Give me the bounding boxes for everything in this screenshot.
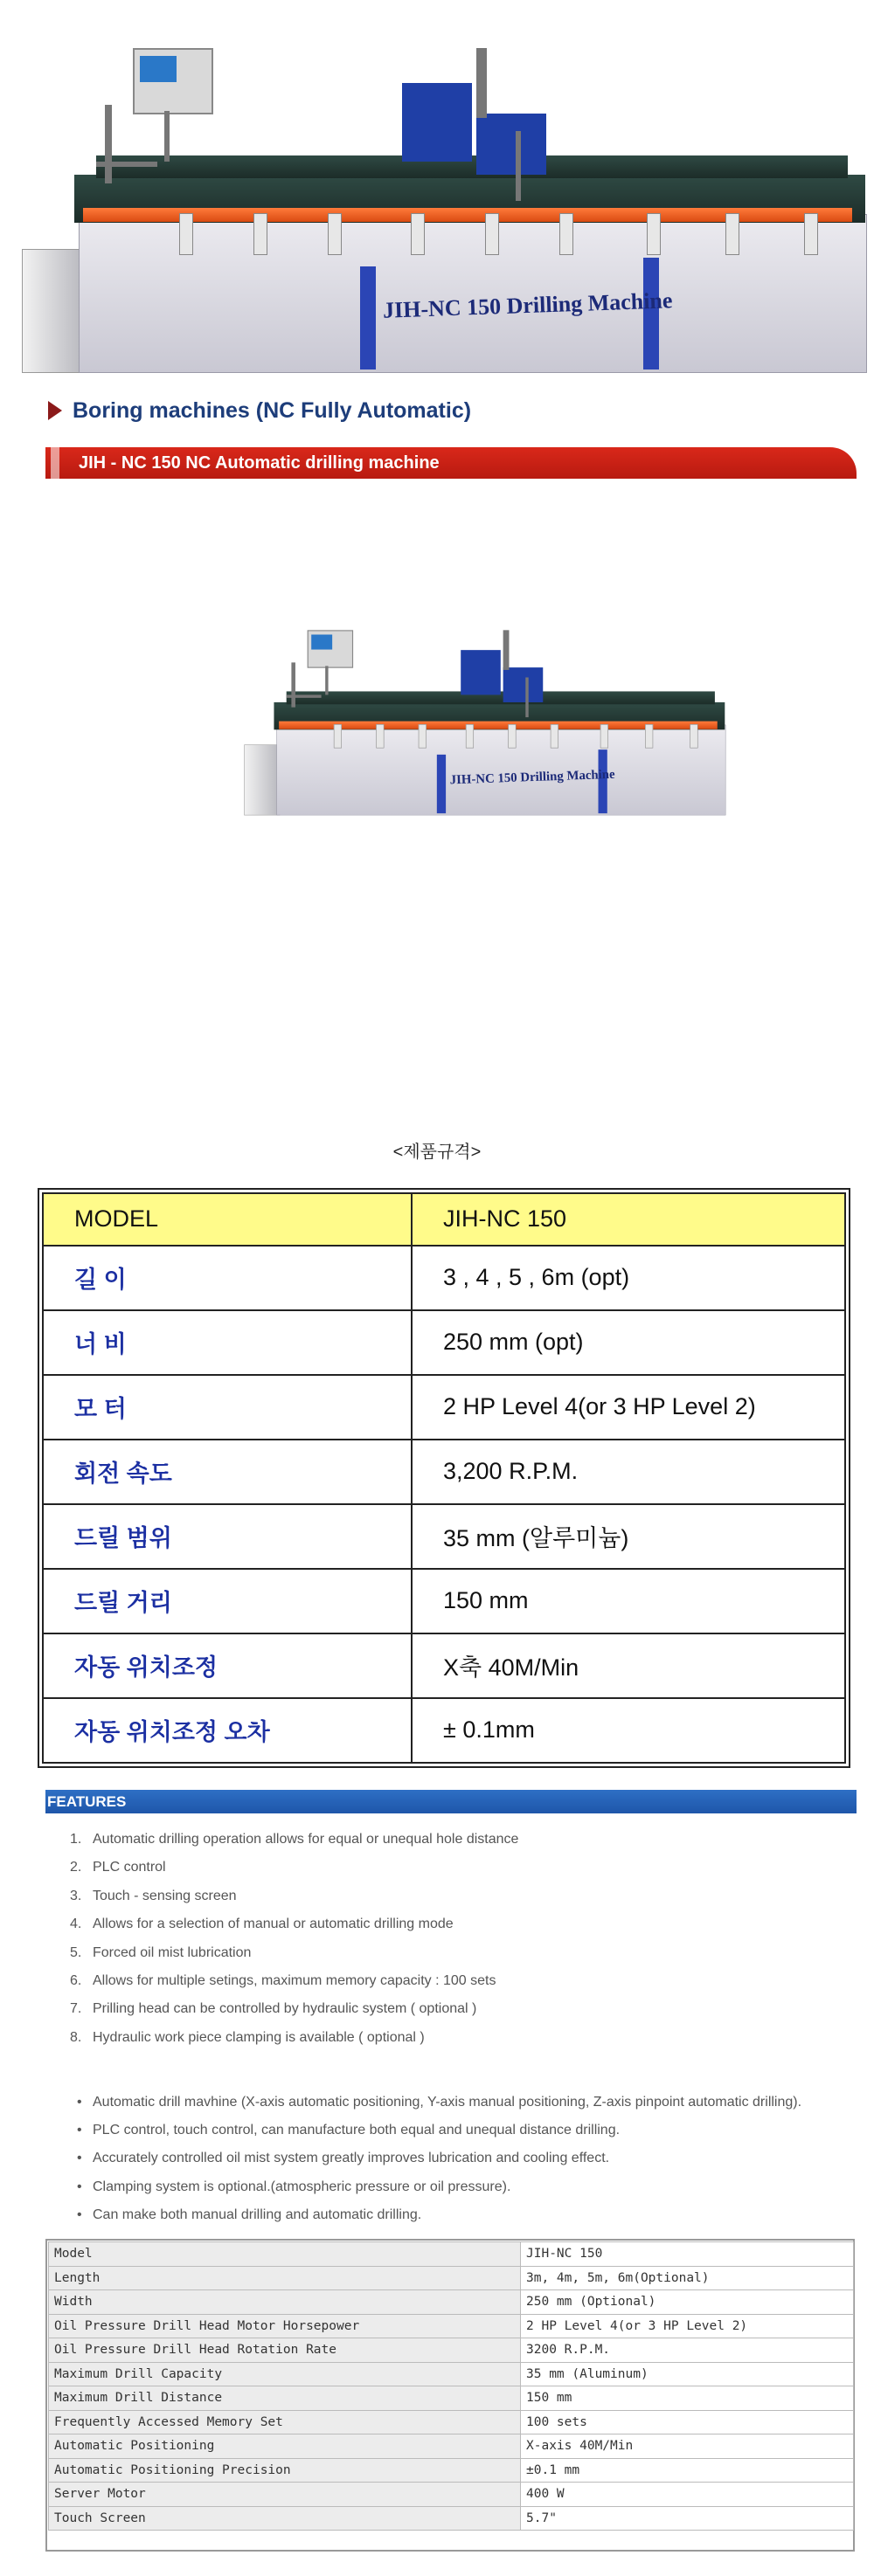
feature-bullet-item xyxy=(77,2179,510,2195)
machine-part xyxy=(325,666,328,694)
spec-value: 3 , 4 , 5 , 6m (opt) xyxy=(412,1246,845,1310)
feature-bullet-item xyxy=(77,2151,609,2166)
feature-numbered-item xyxy=(70,2030,425,2046)
machine-clamp xyxy=(647,213,661,255)
spec-label: MODEL xyxy=(43,1193,412,1246)
english-spec-row xyxy=(49,2290,854,2315)
english-spec-value: 3200 R.P.M. xyxy=(521,2338,854,2363)
feature-number: 4. xyxy=(70,1916,82,1932)
machine-part xyxy=(287,694,322,697)
machine-clamp xyxy=(328,213,342,255)
spec-label: 드릴 범위 xyxy=(43,1504,412,1569)
feature-number: 5. xyxy=(70,1944,82,1960)
machine-part xyxy=(461,650,501,694)
hero-machine-image xyxy=(0,0,874,384)
english-spec-row xyxy=(49,2386,854,2411)
machine-part xyxy=(503,630,510,670)
feature-bullet-item xyxy=(77,2123,620,2138)
bullet-dot-icon: • xyxy=(77,2151,82,2166)
machine-part xyxy=(360,266,376,369)
english-spec-label: Oil Pressure Drill Head Rotation Rate xyxy=(49,2338,521,2363)
machine-clamp xyxy=(804,213,818,255)
feature-number: 3. xyxy=(70,1888,82,1903)
machine-part xyxy=(96,155,848,178)
spec-row xyxy=(43,1193,845,1246)
spec-label: 자동 위치조정 xyxy=(43,1633,412,1698)
english-spec-value: 3m, 4m, 5m, 6m(Optional) xyxy=(521,2266,854,2290)
bullet-dot-icon: • xyxy=(77,2179,82,2194)
english-spec-row xyxy=(49,2266,854,2290)
machine-part xyxy=(105,105,112,183)
english-spec-row xyxy=(49,2338,854,2363)
machine-part xyxy=(476,48,487,118)
machine-clamp xyxy=(485,213,499,255)
feature-number: 7. xyxy=(70,2001,82,2017)
feature-numbered-item xyxy=(70,1860,166,1875)
spec-value: 150 mm xyxy=(412,1569,845,1633)
english-spec-label: Maximum Drill Distance xyxy=(49,2386,521,2411)
spec-value: JIH-NC 150 xyxy=(412,1193,845,1246)
spec-value: ± 0.1mm xyxy=(412,1698,845,1763)
product-title-text: JIH - NC 150 NC Automatic drilling machine xyxy=(79,452,440,473)
bullet-dot-icon: • xyxy=(77,2095,82,2110)
english-spec-label: Oil Pressure Drill Head Motor Horsepower xyxy=(49,2314,521,2338)
machine-clamp xyxy=(508,724,516,748)
english-spec-label: Touch Screen xyxy=(49,2506,521,2531)
spec-row xyxy=(43,1375,845,1440)
feature-text: Allows for multiple setings, maximum memory capacity : 100 sets xyxy=(93,1973,496,1988)
english-spec-value: 250 mm (Optional) xyxy=(521,2290,854,2315)
spec-row xyxy=(43,1633,845,1698)
machine-part xyxy=(244,744,280,815)
english-spec-row xyxy=(49,2434,854,2459)
spec-label: 모 터 xyxy=(43,1375,412,1440)
spec-label: 길 이 xyxy=(43,1246,412,1310)
english-spec-label: Model xyxy=(49,2242,521,2267)
english-spec-label: Maximum Drill Capacity xyxy=(49,2362,521,2386)
bar-notch-icon xyxy=(51,447,59,479)
english-spec-row xyxy=(49,2410,854,2434)
machine-clamp xyxy=(645,724,653,748)
spec-label: 회전 속도 xyxy=(43,1440,412,1504)
machine-part xyxy=(503,667,544,702)
english-spec-value: 5.7" xyxy=(521,2506,854,2531)
machine-part xyxy=(516,131,521,201)
machine-part xyxy=(140,56,177,82)
english-spec-row xyxy=(49,2458,854,2483)
machine-clamp xyxy=(179,213,193,255)
feature-text: Automatic drill mavhine (X-axis automatic positioning, Y-axis manual positioning, Z-axis pinpoint automatic drilling). xyxy=(93,2095,802,2110)
feature-numbered-item xyxy=(70,1916,454,1932)
feature-text: Accurately controlled oil mist system greatly improves lubrication and cooling effect. xyxy=(93,2151,610,2166)
bullet-dot-icon: • xyxy=(77,2123,82,2138)
feature-text: Forced oil mist lubrication xyxy=(93,1944,252,1960)
english-spec-row xyxy=(49,2314,854,2338)
english-spec-row xyxy=(49,2506,854,2531)
machine-part xyxy=(96,162,157,167)
spec-row xyxy=(43,1310,845,1375)
bullet-dot-icon: • xyxy=(77,2207,82,2222)
machine-clamp xyxy=(419,724,427,748)
machine-part xyxy=(79,214,867,373)
machine-clamp xyxy=(690,724,697,748)
english-spec-table xyxy=(48,2241,854,2531)
machine-clamp xyxy=(334,724,342,748)
machine-label: JIH-NC 150 Drilling Machine xyxy=(449,766,615,787)
machine-clamp xyxy=(600,724,608,748)
features-header: FEATURES xyxy=(45,1790,857,1813)
english-spec-value: 100 sets xyxy=(521,2410,854,2434)
product-title-bar xyxy=(45,447,857,479)
feature-numbered-item xyxy=(70,1973,496,1989)
feature-text: Touch - sensing screen xyxy=(93,1888,237,1903)
spec-label: 자동 위치조정 오차 xyxy=(43,1698,412,1763)
machine-part xyxy=(164,111,170,162)
feature-numbered-item xyxy=(70,2001,476,2017)
feature-numbered-item xyxy=(70,1945,251,1961)
english-spec-row xyxy=(49,2483,854,2507)
feature-text: Allows for a selection of manual or automatic drilling mode xyxy=(93,1916,454,1932)
spec-table xyxy=(38,1188,850,1768)
english-spec-value: ±0.1 mm xyxy=(521,2458,854,2483)
machine-part xyxy=(402,83,472,162)
spec-row xyxy=(43,1246,845,1310)
machine-clamp xyxy=(376,724,384,748)
machine-clamp xyxy=(725,213,739,255)
feature-text: Automatic drilling operation allows for equal or unequal hole distance xyxy=(93,1832,519,1847)
triangle-bullet-icon xyxy=(48,401,62,420)
feature-numbered-item xyxy=(70,1832,518,1847)
machine-part xyxy=(311,634,332,649)
product-machine-image xyxy=(232,603,730,874)
english-spec-label: Width xyxy=(49,2290,521,2315)
english-spec-value: 150 mm xyxy=(521,2386,854,2411)
english-spec-value: X-axis 40M/Min xyxy=(521,2434,854,2459)
section-title-text: Boring machines (NC Fully Automatic) xyxy=(73,397,472,423)
machine-part xyxy=(437,755,446,813)
machine-clamp xyxy=(253,213,267,255)
spec-label: 너 비 xyxy=(43,1310,412,1375)
machine-clamp xyxy=(466,724,474,748)
english-spec-value: 35 mm (Aluminum) xyxy=(521,2362,854,2386)
feature-text: Prilling head can be controlled by hydraulic system ( optional ) xyxy=(93,2001,477,2017)
spec-value: 2 HP Level 4(or 3 HP Level 2) xyxy=(412,1375,845,1440)
feature-number: 2. xyxy=(70,1860,82,1875)
english-spec-row xyxy=(49,2242,854,2267)
machine-clamp xyxy=(551,724,558,748)
feature-number: 8. xyxy=(70,2029,82,2045)
feature-text: Can make both manual drilling and automatic drilling. xyxy=(93,2207,422,2222)
feature-text: Clamping system is optional.(atmospheric pressure or oil pressure). xyxy=(93,2179,511,2194)
machine-part xyxy=(22,249,85,373)
english-spec-label: Automatic Positioning xyxy=(49,2434,521,2459)
english-spec-label: Length xyxy=(49,2266,521,2290)
machine-label: JIH-NC 150 Drilling Machine xyxy=(382,287,673,323)
section-title xyxy=(48,395,471,426)
spec-row xyxy=(43,1440,845,1504)
feature-number: 1. xyxy=(70,1832,82,1847)
feature-text: Hydraulic work piece clamping is available ( optional ) xyxy=(93,2029,425,2045)
machine-part xyxy=(525,678,528,718)
spec-row xyxy=(43,1504,845,1569)
machine-part xyxy=(291,662,295,707)
spec-row xyxy=(43,1698,845,1763)
spec-row xyxy=(43,1569,845,1633)
spec-value: X축 40M/Min xyxy=(412,1633,845,1698)
spec-value: 35 mm (알루미늄) xyxy=(412,1504,845,1569)
spec-label: 드릴 거리 xyxy=(43,1569,412,1633)
english-spec-row xyxy=(49,2362,854,2386)
machine-clamp xyxy=(411,213,425,255)
feature-text: PLC control xyxy=(93,1860,166,1875)
english-spec-label: Frequently Accessed Memory Set xyxy=(49,2410,521,2434)
feature-bullet-item xyxy=(77,2207,421,2223)
machine-part xyxy=(476,114,546,175)
english-spec-label: Server Motor xyxy=(49,2483,521,2507)
feature-number: 6. xyxy=(70,1973,82,1988)
spec-value: 3,200 R.P.M. xyxy=(412,1440,845,1504)
english-spec-value: 2 HP Level 4(or 3 HP Level 2) xyxy=(521,2314,854,2338)
feature-text: PLC control, touch control, can manufacture both equal and unequal distance drilling. xyxy=(93,2123,621,2138)
english-spec-value: 400 W xyxy=(521,2483,854,2507)
english-spec-value: JIH-NC 150 xyxy=(521,2242,854,2267)
english-spec-label: Automatic Positioning Precision xyxy=(49,2458,521,2483)
feature-numbered-item xyxy=(70,1889,237,1904)
machine-clamp xyxy=(559,213,573,255)
spec-caption: <제품규격> xyxy=(392,1143,482,1162)
feature-bullet-item xyxy=(77,2095,801,2110)
spec-value: 250 mm (opt) xyxy=(412,1310,845,1375)
